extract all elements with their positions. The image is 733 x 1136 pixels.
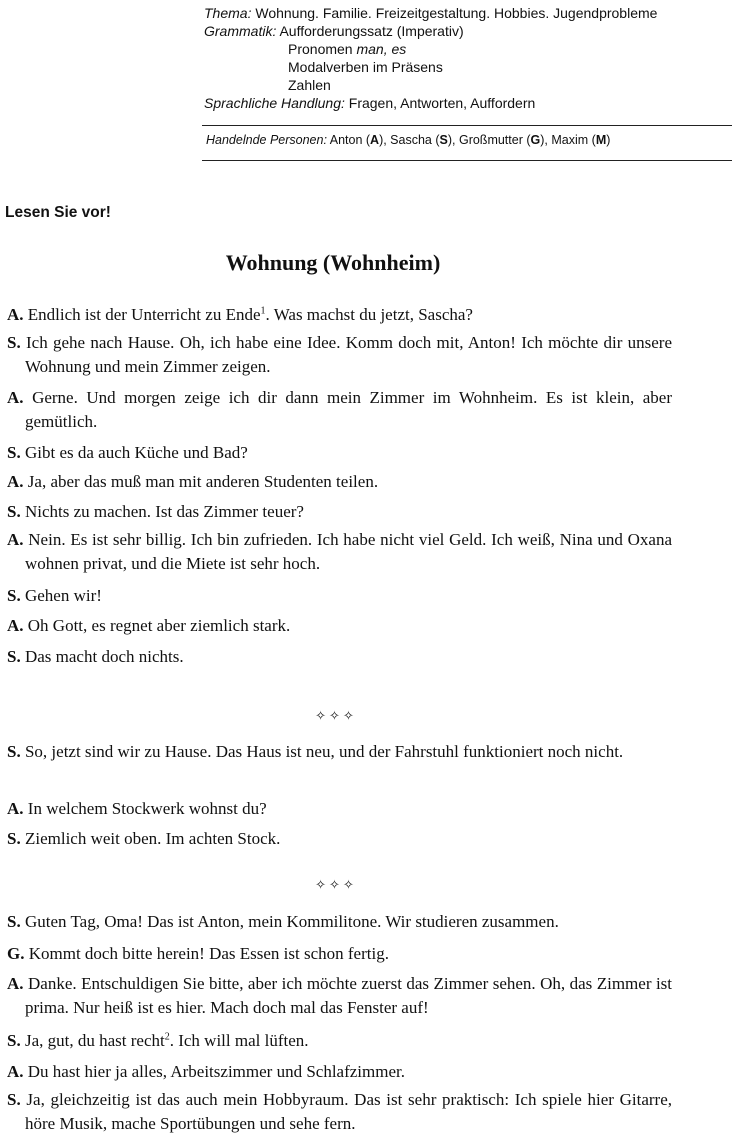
persons-abbr: M (595, 133, 607, 147)
thema-value: Wohnung. Familie. Freizeitgestaltung. Hobbies. Jugendprobleme (255, 5, 658, 21)
grammatik-row (204, 76, 732, 94)
persons-text: ) (606, 133, 611, 147)
utterance: . Was machst du jetzt, Sascha? (265, 305, 473, 324)
grammatik-item-italic: man, es (356, 41, 407, 57)
section-separator: ✧✧✧ (315, 709, 357, 724)
speaker: A. (7, 799, 24, 818)
persons-row (206, 133, 610, 147)
speaker: S. (7, 829, 21, 848)
speaker: S. (7, 443, 21, 462)
speaker: S. (7, 647, 21, 666)
utterance: Guten Tag, Oma! Das ist Anton, mein Kommilitone. Wir studieren zusammen. (24, 912, 559, 931)
dialog-line (7, 614, 672, 638)
dialog-line (7, 386, 672, 434)
grammatik-item: Pronomen (288, 41, 353, 57)
utterance: Nichts zu machen. Ist das Zimmer teuer? (24, 502, 304, 521)
persons-abbr: A (370, 133, 380, 147)
instruction: Lesen Sie vor! (5, 204, 111, 221)
speaker: A. (7, 530, 24, 549)
utterance: Gehen wir! (24, 586, 102, 605)
footnote-marker: 1 (260, 305, 266, 317)
persons-text: Anton ( (329, 133, 371, 147)
dialog-line (7, 470, 672, 494)
persons-label: Handelnde Personen: (206, 133, 327, 147)
grammatik-row (204, 58, 732, 76)
dialog-line (7, 910, 672, 934)
speaker: A. (7, 305, 24, 324)
section-separator: ✧✧✧ (315, 878, 357, 893)
speaker: S. (7, 912, 21, 931)
grammatik-row (204, 22, 732, 40)
divider-bottom (202, 160, 732, 161)
speaker: A. (7, 616, 24, 635)
utterance: Ja, gleichzeitig ist das auch mein Hobbyraum. Das ist sehr praktisch: Ich spiele hier Gitarre, höre Musik, mache Sportübungen und sehe fern. (25, 1090, 672, 1133)
dialog-line (7, 441, 672, 465)
dialog-line (7, 1029, 672, 1053)
persons-text: ), Großmutter ( (447, 133, 531, 147)
dialog-line (7, 331, 672, 379)
speaker: A. (7, 1062, 24, 1081)
speaker: A. (7, 388, 24, 407)
dialog-line (7, 1060, 672, 1084)
persons-text: ), Sascha ( (379, 133, 440, 147)
grammatik-row (204, 40, 732, 58)
utterance: Ja, aber das muß man mit anderen Studenten teilen. (27, 472, 379, 491)
grammatik-item: Aufforderungssatz (Imperativ) (279, 23, 464, 39)
dialog-line (7, 942, 672, 966)
grammatik-label: Grammatik: (204, 23, 277, 39)
grammatik-item: Modalverben im Präsens (288, 59, 443, 75)
speaker: S. (7, 1090, 21, 1109)
persons-abbr: G (530, 133, 541, 147)
utterance: Ja, gut, du hast recht (24, 1031, 165, 1050)
divider-top (202, 125, 732, 126)
speaker: S. (7, 742, 21, 761)
speaker: S. (7, 1031, 21, 1050)
persons-text: ), Maxim ( (540, 133, 596, 147)
utterance: Danke. Entschuldigen Sie bitte, aber ich möchte zuerst das Zimmer sehen. Oh, das Zimmer ist prima. Nur heiß ist es hier. Mach doch mal das Fenster auf! (25, 974, 673, 1017)
dialog-line (7, 972, 672, 1020)
persons-abbr: S (439, 133, 448, 147)
utterance: . Ich will mal lüften. (169, 1031, 309, 1050)
utterance: So, jetzt sind wir zu Hause. Das Haus ist neu, und der Fahrstuhl funktioniert noch nicht. (24, 742, 624, 761)
speaker: S. (7, 502, 21, 521)
utterance: Ich gehe nach Hause. Oh, ich habe eine Idee. Komm doch mit, Anton! Ich möchte dir unsere Wohnung und mein Zimmer zeigen. (25, 333, 673, 376)
dialog-line (7, 500, 672, 524)
dialog-line (7, 528, 672, 576)
utterance: Das macht doch nichts. (24, 647, 184, 666)
dialog-line (7, 740, 672, 764)
speaker: S. (7, 333, 21, 352)
utterance: Endlich ist der Unterricht zu Ende (27, 305, 261, 324)
handlung-label: Sprachliche Handlung: (204, 95, 345, 111)
grammatik-item: Zahlen (288, 77, 331, 93)
thema-row (204, 4, 732, 22)
dialog-line (7, 827, 672, 851)
dialog-line (7, 1088, 672, 1136)
utterance: Gerne. Und morgen zeige ich dir dann mein Zimmer im Wohnheim. Es ist klein, aber gemütlich. (25, 388, 673, 431)
utterance: Ziemlich weit oben. Im achten Stock. (24, 829, 281, 848)
utterance: Du hast hier ja alles, Arbeitszimmer und Schlafzimmer. (27, 1062, 405, 1081)
utterance: In welchem Stockwerk wohnst du? (27, 799, 267, 818)
utterance: Gibt es da auch Küche und Bad? (24, 443, 248, 462)
dialog-line (7, 584, 672, 608)
dialog-line (7, 797, 672, 821)
speaker: S. (7, 586, 21, 605)
lesson-header (204, 4, 732, 112)
utterance: Kommt doch bitte herein! Das Essen ist schon fertig. (28, 944, 389, 963)
thema-label: Thema: (204, 5, 252, 21)
dialog-line (7, 303, 672, 327)
speaker: A. (7, 472, 24, 491)
utterance: Oh Gott, es regnet aber ziemlich stark. (27, 616, 291, 635)
dialog-title: Wohnung (Wohnheim) (225, 250, 441, 275)
handlung-row (204, 94, 732, 112)
utterance: Nein. Es ist sehr billig. Ich bin zufrieden. Ich habe nicht viel Geld. Ich weiß, Nina und Oxana wohnen privat, und die Miete ist sehr hoch. (25, 530, 672, 573)
footnote-marker: 2 (164, 1031, 170, 1043)
speaker: G. (7, 944, 25, 963)
speaker: A. (7, 974, 24, 993)
handlung-value: Fragen, Antworten, Auffordern (348, 95, 536, 111)
dialog-line (7, 645, 672, 669)
